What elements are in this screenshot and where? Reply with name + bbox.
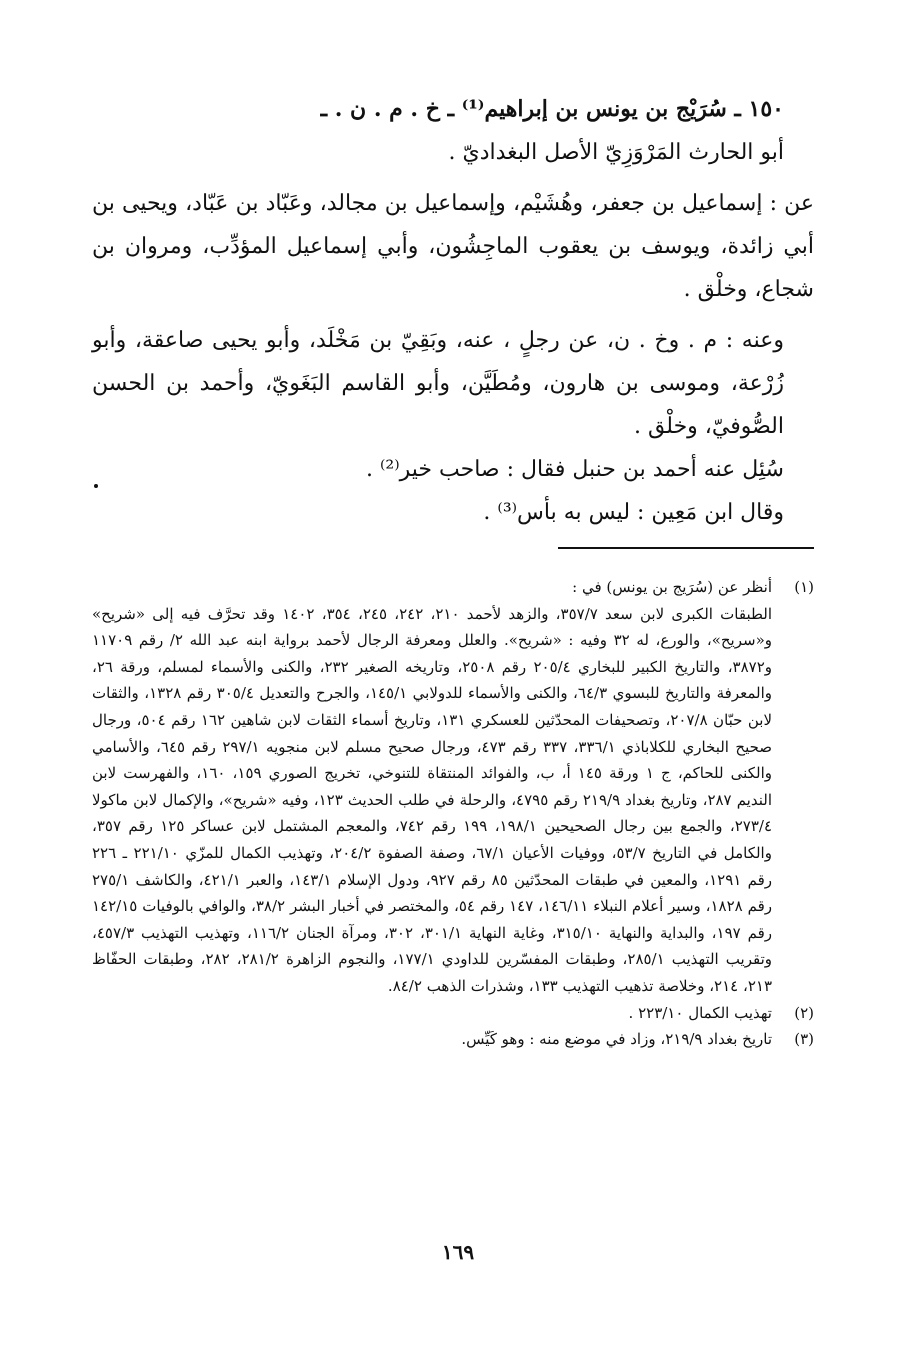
footnote-number: (٢) [794, 1003, 814, 1022]
ink-dot [94, 484, 98, 488]
footnote-line: أنظر عن (سُرَيج بن يونس) في : [572, 578, 772, 596]
biography-entry [92, 88, 814, 534]
footnote-number: (٣) [794, 1030, 814, 1049]
footnote-1 [92, 574, 814, 1000]
footnote-body: الطبقات الكبرى لابن سعد ٣٥٧/٧، والزهد لأحمد ٢١٠، ٢٤٢، ٢٤٥، ٣٥٤، ١٤٠٢ وقد تحرَّف فيه إلى «شريح» و«سريح»، والورع، له ٣٢ وفيه : «شريح». والعلل ومعرفة الرجال لأحمد برواية ابنه عبد الله ٢/ رقم ١١٧٠٩ و٣٨٧٢، والتاريخ الكبير للبخاري ٢٠٥/٤ رقم ٢٥٠٨، وتاريخه الصغير ٢٣٢، والكنى والأسماء لمسلم، ورقة ٢٦، والمعرفة والتاريخ للبسوي ٦٤/٣، والكنى والأسماء للدولابي ١٤٥/١، والجرح والتعديل ٣٠٥/٤ رقم ١٣٢٨، والثقات لابن حبّان ٢٠٧/٨، وتصحيفات المحدّثين للعسكري ١٣١، وتاريخ أسماء الثقات لابن شاهين ١٦٢ رقم ٥٠٤، ورجال صحيح البخاري للكلاباذي ٣٣٦/١، ٣٣٧ رقم ٤٧٣، ورجال صحيح مسلم لابن منجويه ٢٩٧/١ رقم ٦٤٥، والأسامي والكنى للحاكم، ج ١ ورقة ١٤٥ أ، ب، والفوائد المنتقاة للتنوخي، تخريج الصوري ١٥٩، ١٦٠، والفهرست لابن النديم ٢٨٧، وتاريخ بغداد ٢١٩/٩ رقم ٤٧٩٥، والرحلة في طلب الحديث ١٢٣، وفيه «شريح»، والإكمال لابن ماكولا ٢٧٣/٤، والجمع بين رجال الصحيحين ١٩٨/١، ١٩٩ رقم ٧٤٢، والمعجم المشتمل لابن عساكر ١٢٥ رقم ٣٥٧، والكامل في التاريخ ٥٣/٧، ووفيات الأعيان ٦٧/١، وصفة الصفوة ٢٠٤/٢، وتهذيب الكمال للمزّي ٢٢١/١٠ ـ ٢٢٦ رقم ١٢٩١، والمعين في طبقات المحدّثين ٨٥ رقم ٩٢٧، ودول الإسلام ١٤٣/١، والعبر ٤٢١/١، والكاشف ٢٧٥/١ رقم ١٨٢٨، وسير أعلام النبلاء ١٤٦/١١، ١٤٧ رقم ٥٤، والمختصر في أخبار البشر ٣٨/٢، والوافي بالوفيات ١٤٢/١٥ رقم ١٩٧، والبداية والنهاية ٣١٥/١٠، وغاية النهاية ٣٠١/١، ٣٠٢، ومرآة الجنان ١١٦/٢، وتهذيب التهذيب ٤٥٧/٣، وتقريب التهذيب ٢٨٥/١، وطبقات المفسّرين للداودي ١٧٧/١، والنجوم الزاهرة ٢٨١/٢، ٢٨٢، وطبقات الحفّاظ ٢١٣، ٢١٤، وخلاصة تذهيب التهذيب ١٣٣، وشذرات الذهب ٨٤/٢. [92, 604, 773, 995]
page-number: ١٦٩ [441, 1240, 475, 1264]
teachers-paragraph: عن : إسماعيل بن جعفر، وهُشَيْم، وإسماعيل بن مجالد، وعَبّاد بن عَبّاد، ويحيى بن أبي زائدة، ويوسف بن يعقوب الماجِشُون، وأبي إسماعيل المؤدِّب، ومروان بن شجاع، وخلْق . [92, 191, 814, 302]
students-paragraph: وعنه : م . وخ . ن، عن رجلٍ ، عنه، وبَقِيّ بن مَخْلَد، وأبو يحيى صاعقة، وأبو زُرْعة، وموسى بن هارون، ومُطَيَّن، وأبو القاسم البَغَويّ، وأحمد بن الحسن الصُّوفيّ، وخلْق . [92, 328, 784, 439]
entry-subtitle: أبو الحارث المَرْوَزِيّ الأصل البغداديّ . [448, 140, 784, 165]
footnotes [92, 574, 814, 1053]
footnote-2 [92, 1000, 814, 1027]
footnote-3 [92, 1026, 814, 1053]
footnote-line: تاريخ بغداد ٢١٩/٩، وزاد في موضع منه : وهو كَيِّس. [461, 1030, 772, 1049]
footnote-separator [558, 547, 814, 549]
footnote-number: (١) [794, 578, 814, 596]
quote-ahmad: سُئِل عنه أحمد بن حنبل فقال : صاحب خير⁽²⁾ . [366, 457, 784, 482]
footnote-line: تهذيب الكمال ٢٢٣/١٠ . [628, 1003, 772, 1022]
entry-heading: ١٥٠ ـ سُرَيْج بن يونس بن إبراهيم⁽¹⁾ ـ خ . م . ن . ـ [320, 96, 784, 122]
quote-ibn-maeen: وقال ابن مَعِين : ليس به بأس⁽³⁾ . [483, 500, 784, 525]
